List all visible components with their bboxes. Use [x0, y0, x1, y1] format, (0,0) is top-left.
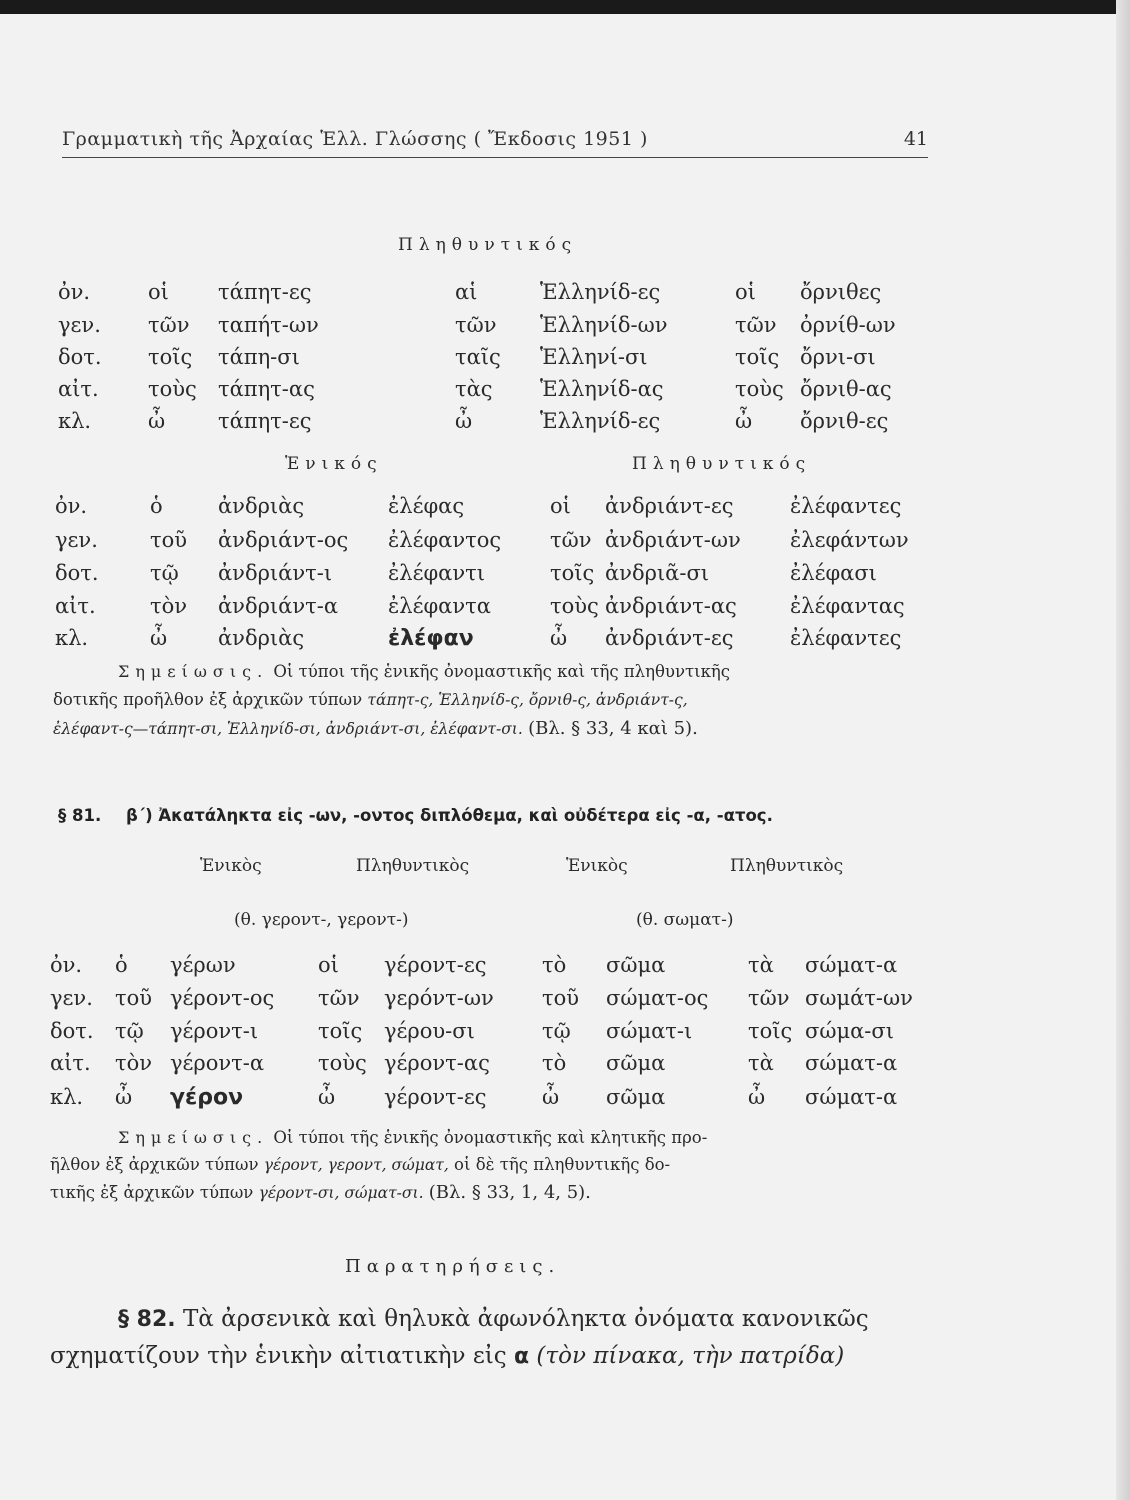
table-cell: τὸ: [542, 953, 567, 977]
case-label: δοτ.: [50, 1019, 94, 1043]
table-cell: ἀνδριάντ-ι: [218, 561, 333, 585]
table-cell: σῶμα: [606, 953, 666, 977]
table-cell: τῶν: [748, 986, 790, 1010]
note-text: τικῆς ἐξ ἀρχικῶν τύπων: [50, 1183, 254, 1202]
case-label: γεν.: [50, 986, 93, 1010]
note-text: Οἱ τύποι τῆς ἑνικῆς ὀνομαστικῆς καὶ τῆς πληθυντικῆς: [273, 662, 731, 681]
table-cell: γέρων: [170, 953, 236, 977]
table-cell: ἐλέφας: [388, 494, 465, 518]
table-cell: ὦ: [735, 409, 753, 433]
section-number: § 82.: [118, 1307, 176, 1332]
table-cell: τῶν: [735, 313, 777, 337]
table-cell: τάπητ-ες: [218, 409, 312, 433]
note-forms: γέροντ, γεροντ, σώματ,: [263, 1156, 449, 1174]
table-cell: τὸ: [542, 1051, 567, 1075]
col-head: Πληθυντικὸς: [356, 856, 470, 876]
table-cell: τοῦ: [150, 528, 188, 552]
col-head: Πληθυντικὸς: [730, 856, 844, 876]
note-label: [118, 662, 730, 681]
table-cell: ἀνδριάντ-ες: [605, 494, 734, 518]
table-cell: τοῦ: [542, 986, 580, 1010]
note-reference: (Βλ. § 33, 1, 4, 5).: [428, 1182, 591, 1203]
table-cell: ὁ: [115, 953, 128, 977]
case-label: γεν.: [58, 313, 101, 337]
table-cell: ἐλέφαν: [388, 626, 474, 651]
note-label-text: Σημείωσις.: [118, 1128, 269, 1147]
paragraph-82-line: [118, 1306, 869, 1332]
table-cell: τὰς: [455, 377, 493, 401]
case-label: ὀν.: [50, 953, 83, 977]
table-cell: γέροντ-ι: [170, 1019, 259, 1043]
section-title: β΄) Ἀκατάληκτα εἰς -ων, -οντος διπλόθεμα, καὶ οὐδέτερα εἰς -α, -ατος.: [126, 806, 773, 825]
table-cell: ὄρνιθες: [800, 280, 882, 304]
table-cell: γερόντ-ων: [384, 986, 494, 1010]
table-cell: τοῦ: [115, 986, 153, 1010]
table-cell: ὦ: [318, 1085, 336, 1109]
note-text: Οἱ τύποι τῆς ἑνικῆς ὀνομαστικῆς καὶ κλητικῆς προ-: [273, 1128, 708, 1147]
case-label: αἰτ.: [50, 1051, 91, 1075]
table-cell: τὰ: [748, 1051, 774, 1075]
table-cell: τῷ: [150, 561, 179, 585]
stem-note: (θ. γεροντ-, γεροντ-): [234, 910, 409, 930]
examples: (τὸν πίνακα, τὴν πατρίδα): [536, 1343, 845, 1369]
table-cell: τοῖς: [735, 345, 780, 369]
case-label: ὀν.: [55, 494, 88, 518]
table-cell: σωμάτ-ων: [805, 986, 913, 1010]
table-cell: τὰ: [748, 953, 774, 977]
note-reference: (Βλ. § 33, 4 καὶ 5).: [528, 718, 698, 739]
note-text: οἱ δὲ τῆς πληθυντικῆς δο-: [454, 1155, 671, 1174]
table-cell: τοῖς: [550, 561, 595, 585]
table-cell: γέρον: [170, 1085, 244, 1110]
table-cell: Ἑλληνίδ-ες: [540, 280, 661, 304]
table-cell: ἀνδριὰς: [218, 626, 305, 650]
table-cell: ἀνδριάντ-ες: [605, 626, 734, 650]
table-cell: τῷ: [542, 1019, 571, 1043]
table-cell: τῶν: [148, 313, 190, 337]
table-cell: ὦ: [542, 1085, 560, 1109]
table-cell: ἐλέφαντα: [388, 594, 491, 618]
table-cell: σῶμα: [606, 1051, 666, 1075]
table-cell: ὄρνιθ-ες: [800, 409, 889, 433]
table-cell: ἐλέφασι: [790, 561, 877, 585]
table-cell: ὦ: [455, 409, 473, 433]
table-cell: σώματ-α: [805, 953, 898, 977]
case-label: αἰτ.: [55, 594, 96, 618]
table-cell: ἀνδριάντ-α: [218, 594, 339, 618]
table-cell: Ἑλληνίδ-ες: [540, 409, 661, 433]
table-cell: γέροντ-ες: [384, 953, 487, 977]
table-cell: ὦ: [115, 1085, 133, 1109]
note-text: ῆλθον ἐξ ἀρχικῶν τύπων: [50, 1155, 259, 1174]
paragraph-text: Τὰ ἀρσενικὰ καὶ θηλυκὰ ἀφωνόληκτα ὀνόματα κανονικῶς: [182, 1306, 869, 1332]
table-cell: ἀνδριάντ-ων: [605, 528, 741, 552]
note-line: [53, 718, 698, 739]
note-label-text: Σημείωσις.: [118, 662, 269, 681]
stem-note: (θ. σωματ-): [636, 910, 734, 930]
ending-alpha: α: [513, 1344, 530, 1369]
table-cell: τὸν: [115, 1051, 153, 1075]
note-label: [118, 1128, 707, 1147]
case-label: ὀν.: [58, 280, 91, 304]
table-cell: τοὺς: [148, 377, 197, 401]
table-cell: τῷ: [115, 1019, 144, 1043]
table-cell: γέροντ-α: [170, 1051, 265, 1075]
table-cell: ἐλεφάντων: [790, 528, 909, 552]
table-cell: ὀρνίθ-ων: [800, 313, 896, 337]
table-cell: γέροντ-ος: [170, 986, 275, 1010]
header-rule: [62, 157, 928, 158]
case-label: κλ.: [55, 626, 89, 650]
table-cell: γέροντ-ες: [384, 1085, 487, 1109]
table-cell: ὦ: [148, 409, 166, 433]
table-cell: ἀνδριάντ-ας: [605, 594, 737, 618]
table-cell: τῶν: [455, 313, 497, 337]
table-cell: τάπητ-ας: [218, 377, 315, 401]
note-line: [53, 690, 688, 709]
scan-top-border: [0, 0, 1130, 14]
table-cell: τὸν: [150, 594, 188, 618]
note-forms: ἐλέφαντ-ς—τάπητ-σι, Ἑλληνίδ-σι, ἀνδριάντ-σι, ἐλέφαντ-σι.: [53, 720, 523, 738]
table-cell: τοὺς: [550, 594, 599, 618]
paragraph-82-line: [50, 1343, 844, 1369]
table-cell: σώματ-ος: [606, 986, 709, 1010]
table-cell: οἱ: [735, 280, 756, 304]
page-number: 41: [903, 128, 928, 150]
col-head: Ἑνικὸς: [200, 856, 262, 876]
table-cell: σῶμα: [606, 1085, 666, 1109]
table-cell: ἐλέφαντες: [790, 626, 902, 650]
case-label: κλ.: [50, 1085, 84, 1109]
case-label: αἰτ.: [58, 377, 99, 401]
section-number: § 81.: [58, 806, 102, 825]
case-label: δοτ.: [58, 345, 102, 369]
table-cell: ταῖς: [455, 345, 501, 369]
table-heading-plural: Πληθυντικός: [632, 454, 812, 474]
table-cell: ἀνδριᾶ-σι: [605, 561, 710, 585]
table-cell: σώματ-α: [805, 1051, 898, 1075]
table-cell: οἱ: [148, 280, 169, 304]
table-cell: ὦ: [550, 626, 568, 650]
table-cell: ταπήτ-ων: [218, 313, 319, 337]
note-forms: τάπητ-ς, Ἑλληνίδ-ς, ὄρνιθ-ς, ἀνδριάντ-ς,: [367, 691, 688, 709]
table-cell: Ἑλληνίδ-ων: [540, 313, 668, 337]
table-cell: οἱ: [318, 953, 339, 977]
table-cell: ἐλέφαντας: [790, 594, 905, 618]
case-label: δοτ.: [55, 561, 99, 585]
table-cell: ὦ: [748, 1085, 766, 1109]
table-cell: ὄρνιθ-ας: [800, 377, 892, 401]
table-cell: σώματ-α: [805, 1085, 898, 1109]
table-heading-singular: Ἑνικός: [285, 454, 383, 474]
table-cell: τοὺς: [735, 377, 784, 401]
table-heading: Πληθυντικός: [398, 235, 578, 255]
table-cell: ἀνδριάντ-ος: [218, 528, 349, 552]
table-cell: σώμα-σι: [805, 1019, 894, 1043]
observations-heading: Παρατηρήσεις.: [345, 1256, 561, 1277]
table-cell: ἀνδριὰς: [218, 494, 305, 518]
table-cell: ὦ: [150, 626, 168, 650]
case-label: γεν.: [55, 528, 98, 552]
table-cell: τοὺς: [318, 1051, 367, 1075]
table-cell: γέρου-σι: [384, 1019, 475, 1043]
table-cell: ἐλέφαντι: [388, 561, 485, 585]
table-cell: γέροντ-ας: [384, 1051, 490, 1075]
note-line: [50, 1155, 670, 1174]
table-cell: τάπη-σι: [218, 345, 300, 369]
table-cell: τοῖς: [148, 345, 193, 369]
table-cell: ὁ: [150, 494, 163, 518]
table-cell: τοῖς: [748, 1019, 793, 1043]
table-cell: τῶν: [318, 986, 360, 1010]
table-cell: τῶν: [550, 528, 592, 552]
header-title: Γραμματικὴ τῆς Ἀρχαίας Ἑλλ. Γλώσσης ( Ἔκδοσις 1951 ): [62, 128, 648, 150]
col-head: Ἑνικὸς: [566, 856, 628, 876]
table-cell: ἐλέφαντος: [388, 528, 502, 552]
table-cell: τοῖς: [318, 1019, 363, 1043]
table-cell: ἐλέφαντες: [790, 494, 902, 518]
table-cell: ὄρνι-σι: [800, 345, 876, 369]
table-cell: σώματ-ι: [606, 1019, 693, 1043]
note-line: [50, 1182, 591, 1203]
table-cell: αἱ: [455, 280, 478, 304]
table-cell: Ἑλληνί-σι: [540, 345, 648, 369]
case-label: κλ.: [58, 409, 92, 433]
paragraph-text: σχηματίζουν τὴν ἑνικὴν αἰτιατικὴν εἰς: [50, 1343, 507, 1369]
table-cell: τάπητ-ες: [218, 280, 312, 304]
table-cell: Ἑλληνίδ-ας: [540, 377, 664, 401]
note-text: δοτικῆς προῆλθον ἐξ ἀρχικῶν τύπων: [53, 690, 363, 709]
page-right-edge: [1116, 0, 1130, 1500]
note-forms: γέροντ-σι, σώματ-σι.: [258, 1184, 424, 1202]
table-cell: οἱ: [550, 494, 571, 518]
